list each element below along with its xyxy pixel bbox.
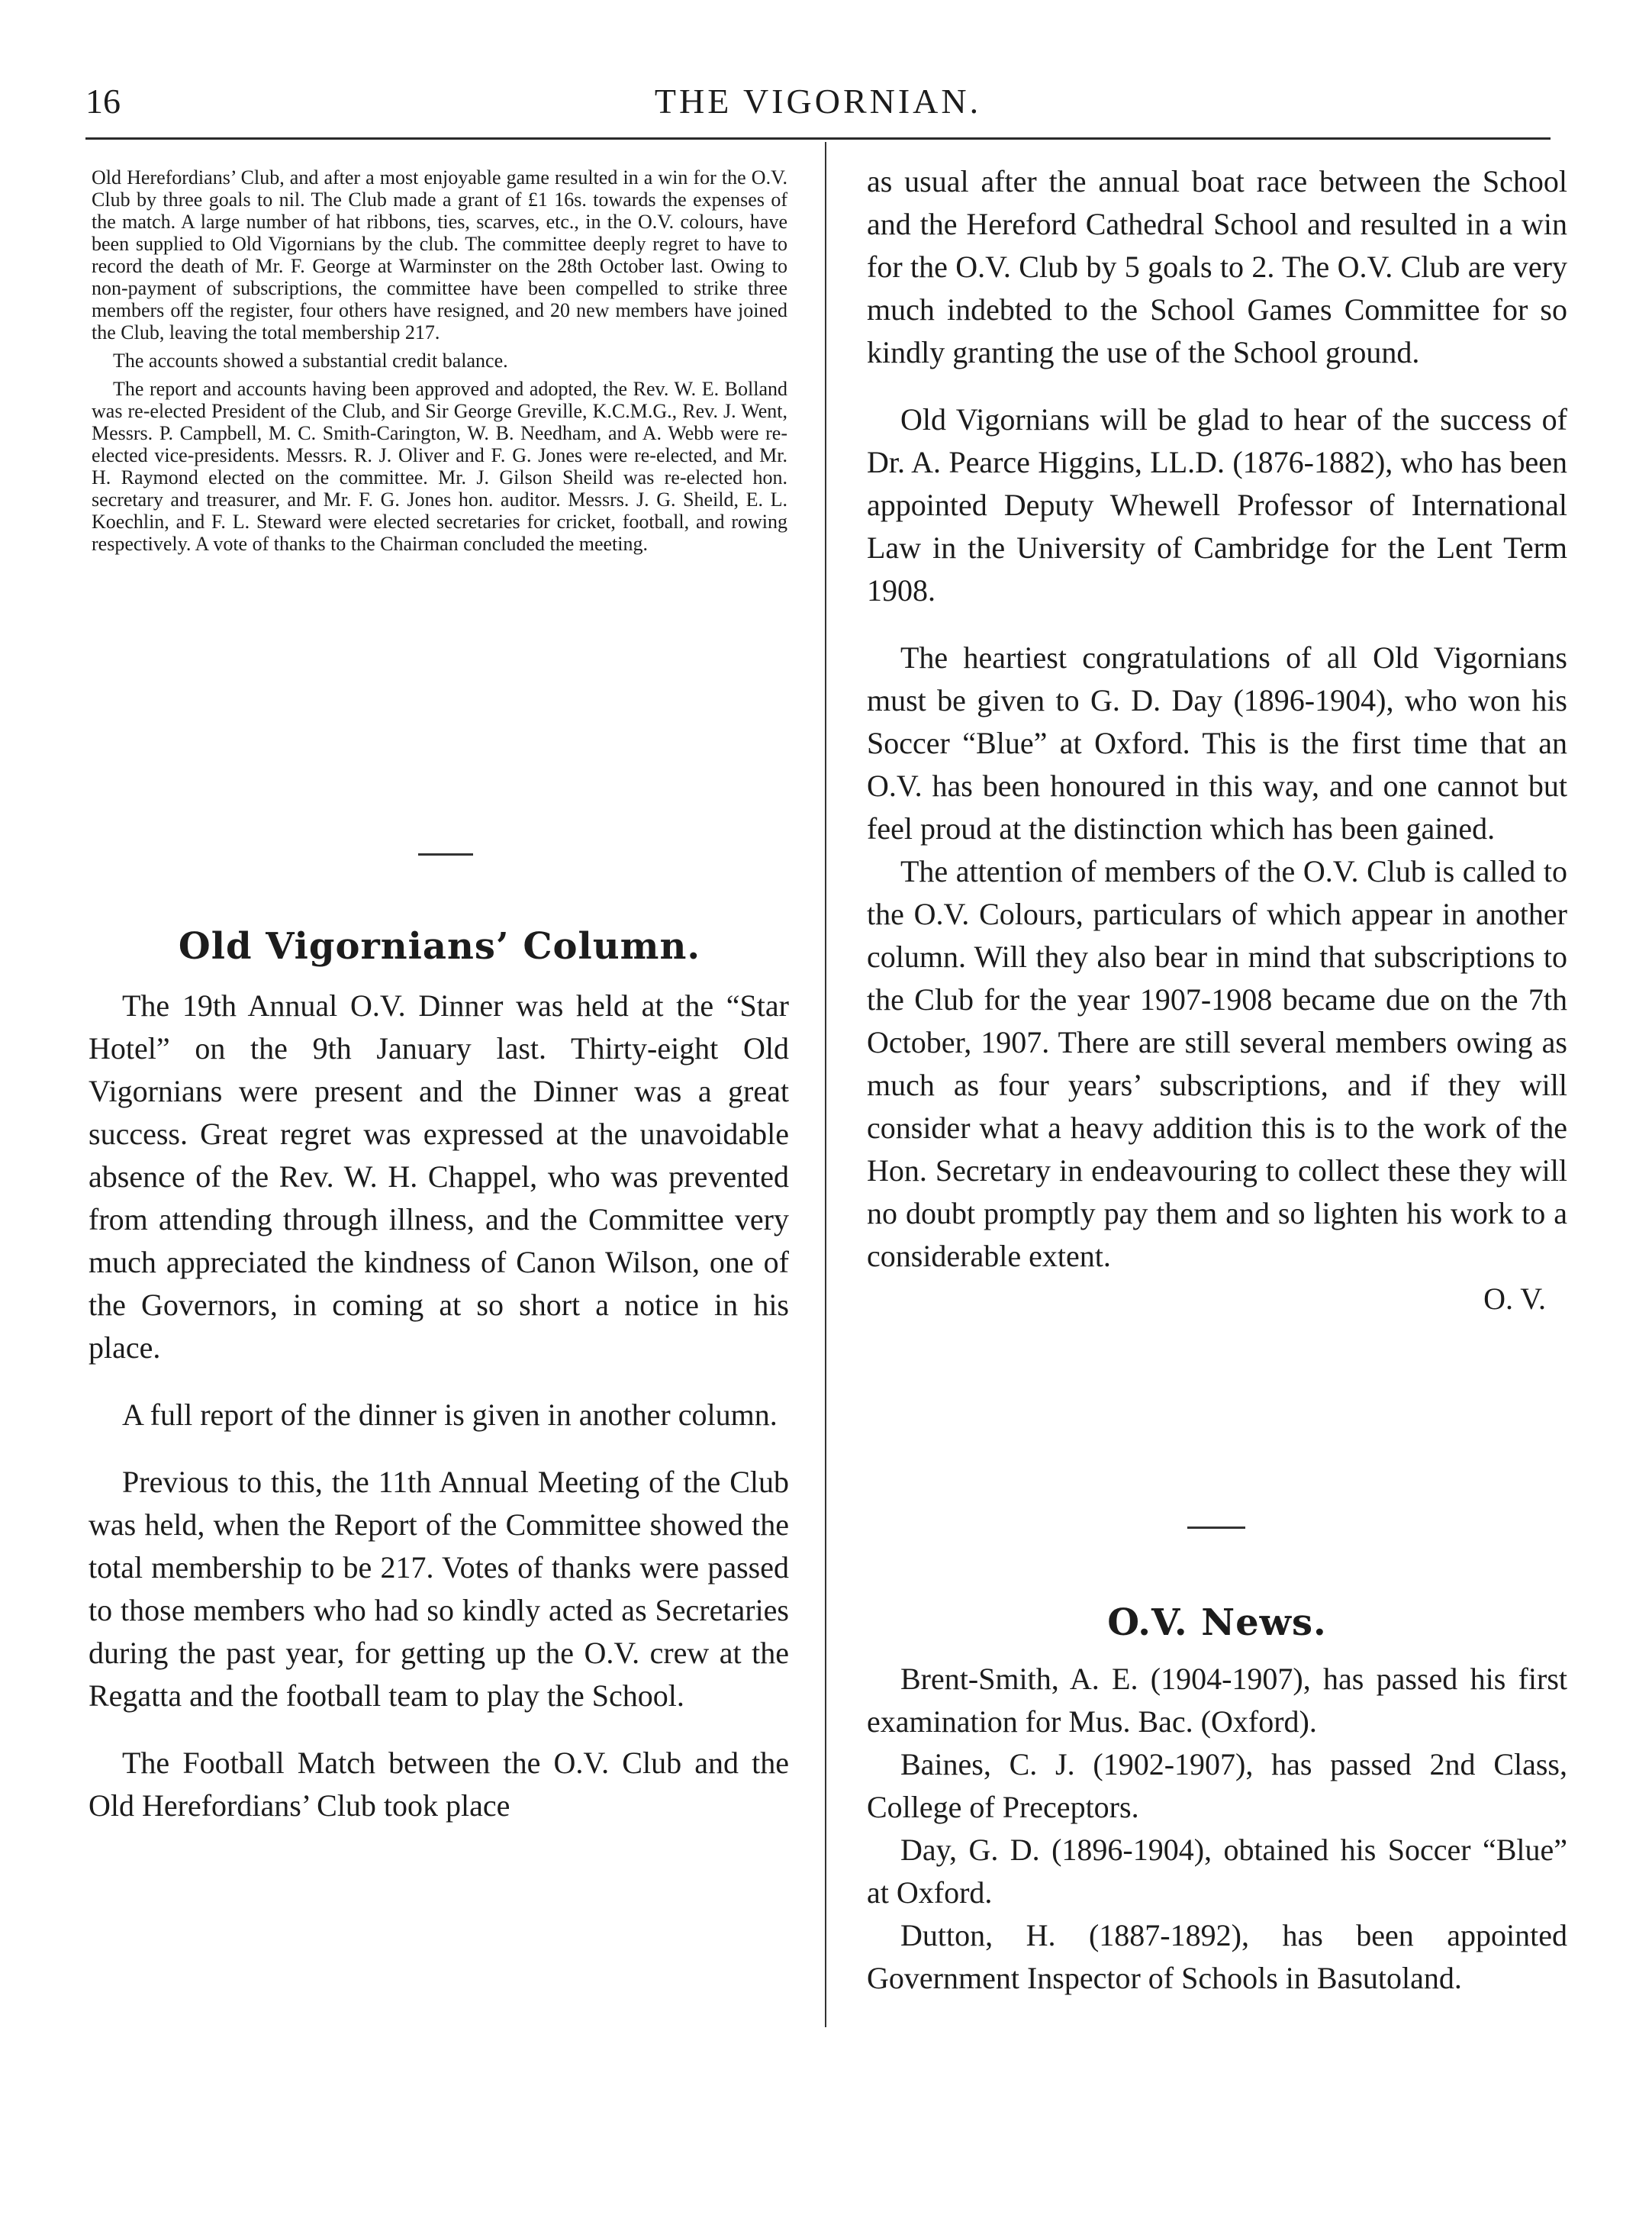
column-paragraph: The 19th Annual O.V. Dinner was held at the “Star Hotel” on the 9th January last. Thirty-eight Old Vigornians were present and the Dinner was a great success. Great regret was expressed at the unavoidable absence of the Rev. W. H. Chappel, who was prevented from attending through illness, and the Committee very much appreciated the kindness of Canon Wilson, one of the Governors, in coming at so short a notice in his place.: [89, 988, 789, 1365]
section-heading-ov-news: O.V. News.: [1107, 1601, 1327, 1644]
news-item: Brent-Smith, A. E. (1904-1907), has passed his first examination for Mus. Bac. (Oxford).: [867, 1662, 1567, 1739]
section-divider: [418, 853, 473, 856]
page-header: [85, 76, 1551, 140]
running-title: THE VIGORNIAN.: [654, 82, 982, 121]
section-heading-old-vigornians-column: Old Vigornians’ Column.: [178, 925, 701, 968]
signature-line: [867, 1278, 1567, 1320]
column-paragraph: A full report of the dinner is given in another column.: [122, 1398, 778, 1432]
report-paragraph: The accounts showed a substantial credit balance.: [113, 350, 508, 372]
news-item: Baines, C. J. (1902-1907), has passed 2nd Class, College of Preceptors.: [867, 1747, 1567, 1824]
report-paragraph: Old Herefordians’ Club, and after a most enjoyable game resulted in a win for the O.V. Club by three goals to nil. The Club made a grant of £1 16s. towards the expenses of the match. A large number of hat ribbons, ties, scarves, etc., in the O.V. colours, have been supplied to Old Vigornians by the club. The committee deeply regret to have to record the death of Mr. F. George at Warminster on the 28th October last. Owing to non-payment of subscriptions, the committee have been compelled to strike three members off the register, four others have resigned, and 20 new members have joined the Club, leaving the total membership 217.: [92, 166, 787, 343]
old-vigornians-column-continued: [867, 160, 1567, 1320]
report-paragraph: The report and accounts having been approved and adopted, the Rev. W. E. Bolland was re-elected President of the Club, and Sir George Greville, K.C.M.G., Rev. J. Went, Messrs. P. Campbell, M. C. Smith-Carington, W. B. Needham, and A. Webb were re-elected vice-presidents. Messrs. R. J. Oliver and F. G. Jones were re-elected, and Mr. H. Raymond elected on the committee. Mr. J. Gilson Sheild was re-elected hon. secretary and treasurer, and Mr. F. G. Jones hon. auditor. Messrs. J. G. Sheild, E. L. Koechlin, and F. L. Steward were elected secretaries for cricket, football, and rowing respectively. A vote of thanks to the Chairman concluded the meeting.: [92, 378, 787, 555]
column-paragraph: Previous to this, the 11th Annual Meeting of the Club was held, when the Report of the Committee showed the total membership to be 217. Votes of thanks were passed to those members who had so kindly acted as Secretaries during the past year, for getting up the O.V. crew at the Regatta and the football team to play the School.: [89, 1465, 789, 1713]
page-number: 16: [85, 82, 121, 121]
committee-report: [92, 166, 787, 555]
column-paragraph: as usual after the annual boat race between the School and the Hereford Cathedral School and resulted in a win for the O.V. Club by 5 goals to 2. The O.V. Club are very much indebted to the School Games Committee for so kindly granting the use of the School ground.: [867, 164, 1567, 369]
news-item: Day, G. D. (1896-1904), obtained his Soccer “Blue” at Oxford.: [867, 1833, 1567, 1910]
column-paragraph: The Football Match between the O.V. Club and the Old Herefordians’ Club took place: [89, 1746, 789, 1823]
ov-news-list: [867, 1658, 1567, 2000]
column-paragraph: The attention of members of the O.V. Club is called to the O.V. Colours, particulars of which appear in another column. Will they also bear in mind that subscriptions to the Club for the year 1907-1908 became due on the 7th October, 1907. There are still several members owing as much as four years’ subscriptions, and if they will consider what a heavy addition this is to the work of the Hon. Secretary in endeavouring to collect these they will no doubt promptly pay them and so lighten his work to a considerable extent.: [867, 854, 1567, 1273]
signature: O. V.: [1483, 1282, 1546, 1316]
old-vigornians-column: [89, 985, 789, 1827]
column-paragraph: Old Vigornians will be glad to hear of the success of Dr. A. Pearce Higgins, LL.D. (1876-1882), who has been appointed Deputy Whewell Professor of International Law in the University of Cambridge for the Lent Term 1908.: [867, 402, 1567, 608]
section-divider: [1187, 1527, 1245, 1529]
column-paragraph: The heartiest congratulations of all Old Vigornians must be given to G. D. Day (1896-1904), who won his Soccer “Blue” at Oxford. This is the first time that an O.V. has been honoured in this way, and one cannot but feel proud at the distinction which has been gained.: [867, 640, 1567, 846]
news-item: Dutton, H. (1887-1892), has been appointed Government Inspector of Schools in Basutoland.: [867, 1918, 1567, 1995]
column-divider: [825, 142, 826, 2027]
